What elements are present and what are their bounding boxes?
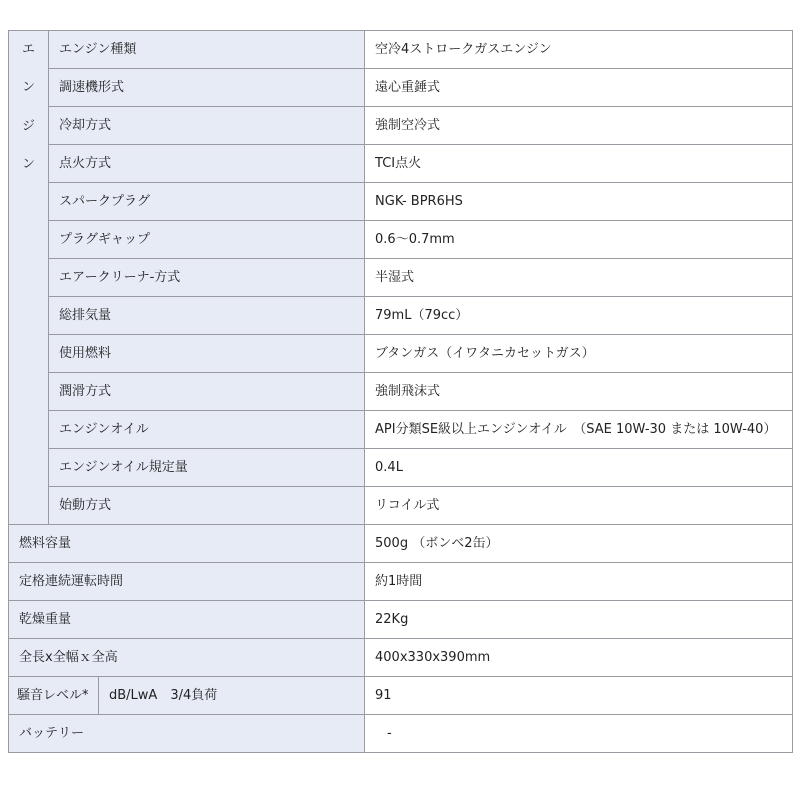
noise-value: 91 [365,677,793,715]
spec-row [9,145,793,183]
spec-row [9,297,793,335]
spec-value: 遠心重錘式 [365,69,793,107]
engine-group-char: エ [21,42,35,57]
spec-label: プラグギャップ [49,221,365,259]
noise-label: 騒音レベル* [9,677,99,715]
spec-value: 空冷4ストロークガスエンジン [365,31,793,69]
spec-row [9,373,793,411]
spec-label: エンジンオイル [49,411,365,449]
noise-sublabel: dB/LwA 3/4負荷 [99,677,365,715]
spec-row [9,411,793,449]
spec-row [9,449,793,487]
spec-value: TCI点火 [365,145,793,183]
spec-value: 0.6～0.7mm [365,221,793,259]
spec-value: 強制空冷式 [365,107,793,145]
spec-label: エンジン種類 [49,31,365,69]
spec-value: ブタンガス（イワタニカセットガス） [365,335,793,373]
engine-group-char: ジ [21,118,35,134]
spec-label: 潤滑方式 [49,373,365,411]
spec-label: 使用燃料 [49,335,365,373]
spec-value: API分類SE級以上エンジンオイル （SAE 10W-30 または 10W-40） [365,411,793,449]
spec-label: 全長x全幅ｘ全高 [9,639,365,677]
battery-row [9,715,793,753]
spec-label: 燃料容量 [9,525,365,563]
spec-value: 半湿式 [365,259,793,297]
spec-row [9,525,793,563]
spec-value: 約1時間 [365,563,793,601]
spec-row [9,183,793,221]
spec-label: 定格連続運転時間 [9,563,365,601]
spec-row [9,107,793,145]
spec-row [9,221,793,259]
battery-value: - [365,715,793,753]
spec-row [9,31,793,69]
spec-row [9,335,793,373]
spec-label: 点火方式 [49,145,365,183]
spec-label: スパークプラグ [49,183,365,221]
spec-value: 500g （ボンベ2缶） [365,525,793,563]
spec-value: 79mL（79cc） [365,297,793,335]
spec-row [9,259,793,297]
spec-label: 冷却方式 [49,107,365,145]
noise-row [9,677,793,715]
spec-value: 強制飛沫式 [365,373,793,411]
engine-group-char: ン [21,80,35,96]
spec-label: 調速機形式 [49,69,365,107]
spec-label: 乾燥重量 [9,601,365,639]
spec-value: リコイル式 [365,487,793,525]
spec-value: 0.4L [365,449,793,487]
spec-row [9,487,793,525]
spec-value: 400x330x390mm [365,639,793,677]
spec-row [9,69,793,107]
spec-label: エアークリーナ-方式 [49,259,365,297]
spec-label: 総排気量 [49,297,365,335]
spec-row [9,639,793,677]
spec-table [8,30,793,753]
battery-label: バッテリー [9,715,365,753]
spec-value: 22Kg [365,601,793,639]
spec-value: NGK- BPR6HS [365,183,793,221]
spec-row [9,601,793,639]
spec-row [9,563,793,601]
spec-label: 始動方式 [49,487,365,525]
engine-group-label [9,31,49,525]
spec-label: エンジンオイル規定量 [49,449,365,487]
engine-group-char: ン [21,156,35,172]
